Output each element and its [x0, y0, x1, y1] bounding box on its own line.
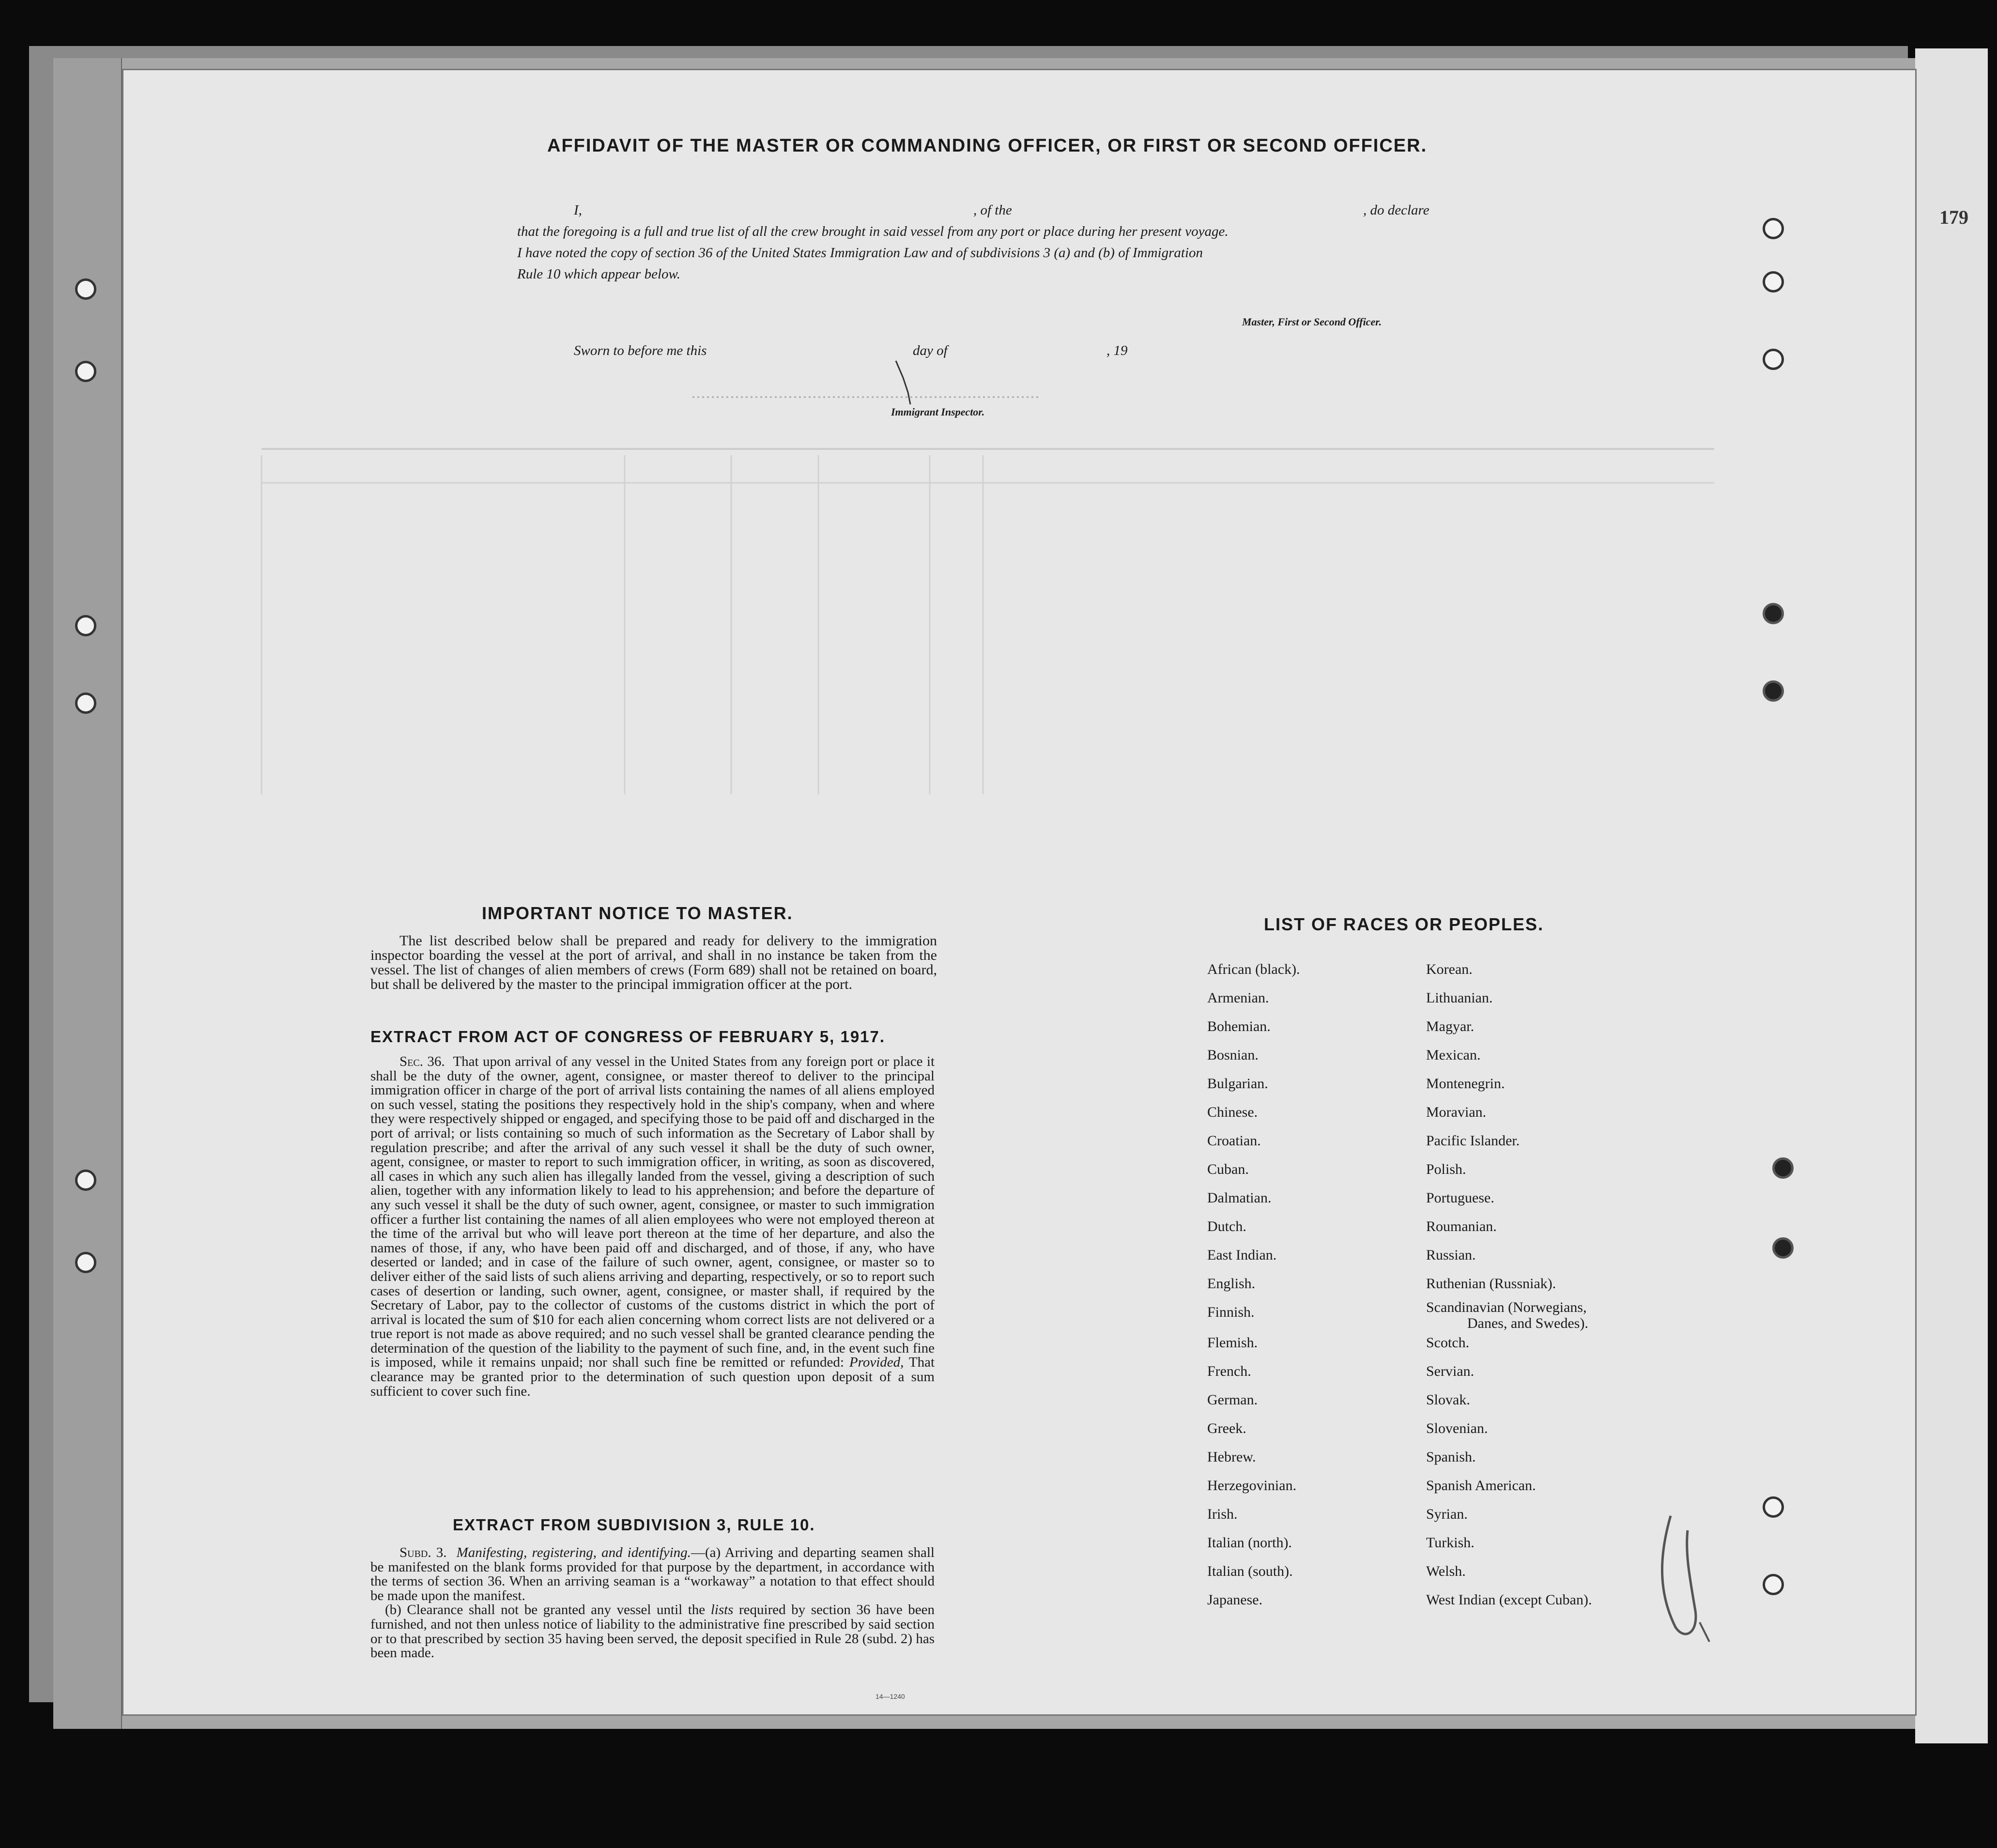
race-item: West Indian (except Cuban).: [1426, 1592, 1592, 1608]
affidavit-i: I,: [574, 202, 582, 218]
race-item: East Indian.: [1207, 1247, 1277, 1263]
race-item: Herzegovinian.: [1207, 1478, 1297, 1494]
handwritten-mark-icon: [1642, 1511, 1738, 1647]
race-item: African (black).: [1207, 961, 1300, 977]
race-item: Servian.: [1426, 1363, 1475, 1379]
year-label: , 19: [1106, 343, 1128, 358]
race-item: Slovak.: [1426, 1392, 1470, 1408]
binding-strip: [53, 58, 122, 1729]
affidavit-title: AFFIDAVIT OF THE MASTER OR COMMANDING OFFICER, OR FIRST OR SECOND OFFICER.: [547, 136, 1428, 156]
affidavit-line-4: Rule 10 which appear below.: [517, 266, 680, 282]
punch-hole-icon: [1772, 1237, 1794, 1259]
race-item: Dutch.: [1207, 1218, 1246, 1234]
race-item: Lithuanian.: [1426, 990, 1493, 1006]
subdivision-label: Subd. 3.: [399, 1545, 447, 1560]
notice-text: The list described below shall be prepared and ready for delivery to the immigration inspector boarding the vessel at the port of arrival, and shall in no instance be taken from the vessel. The list of changes of alien members of crews (Form 689) shall not be retained on board, but shall be delivered by the master to the principal immigration officer at the port.: [370, 933, 937, 992]
manifest-page: [123, 70, 1915, 1714]
race-item: Finnish.: [1207, 1304, 1255, 1320]
race-item: Bosnian.: [1207, 1047, 1259, 1063]
punch-hole-icon: [75, 615, 96, 636]
para-b-marker: (b): [385, 1602, 401, 1618]
race-item: Greek.: [1207, 1420, 1246, 1436]
race-item: Mexican.: [1426, 1047, 1481, 1063]
race-item: Flemish.: [1207, 1335, 1258, 1351]
section-36-text: That upon arrival of any vessel in the United States from any foreign port or place it shall be the duty of the owner, agent, consignee, or master thereof to deliver to the principal immigration officer in charge of the port of arrival lists containing the names of all aliens employed on such vessel, stating the positions they respectively hold in the ship's company, when and where they were respectively shipped or engaged, and specifying those to be paid off and discharged in the port of arrival; or lists containing so much of such information as the Secretary of Labor shall by regulation prescribe; and after the arrival of any such vessel it shall be the duty of such owner, agent, consignee, or master to report to such immigration officer, in writing, as soon as discovered, all cases in which any such alien has illegally landed from the vessel, giving a description of such alien, together with any information likely to lead to his apprehension; and before the departure of any such vessel it shall be the duty of such owner, agent, consignee, or master to such immigration officer a further list containing the names of all alien employees who were not employed thereon at the time of the arrival but who will leave port thereon at the time of her departure, and also the names of those, if any, who have been paid off and discharged, and of those, if any, who have deserted or landed; and in case of the failure of such owner, agent, consignee, or master so to deliver either of the said lists of such aliens arriving and departing, respectively, or so to report such cases of desertion or landing, such owner, agent, consignee, or master shall, if required by the Secretary of Labor, pay to the collector of customs of the customs district in which the port of arrival is located the sum of $10 for each alien concerning whom correct lists are not delivered or a true report is not made as above required; and no such vessel shall be granted clearance pending the determination of the question of the liability to the payment of such fine, and, in the event such fine is imposed, while it remains unpaid; nor shall such fine be remitted or refunded:: [370, 1054, 935, 1371]
race-item: Pacific Islander.: [1426, 1133, 1520, 1149]
race-item: Ruthenian (Russniak).: [1426, 1276, 1556, 1292]
race-item: Moravian.: [1426, 1104, 1487, 1120]
race-item: Chinese.: [1207, 1104, 1258, 1120]
race-item: French.: [1207, 1363, 1251, 1379]
para-b-lists: lists: [710, 1602, 734, 1618]
affidavit-line-2: that the foregoing is a full and true list of all the crew brought in said vessel from any port or place during her present voyage.: [517, 224, 1229, 239]
punch-hole-icon: [1763, 603, 1784, 624]
day-of-label: day of: [913, 343, 948, 358]
race-item: Spanish American.: [1426, 1478, 1536, 1494]
race-item: Dalmatian.: [1207, 1190, 1272, 1206]
inspector-label: Immigrant Inspector.: [891, 406, 985, 418]
race-item: Spanish.: [1426, 1449, 1476, 1465]
race-item: Irish.: [1207, 1506, 1238, 1522]
ghost-line: [261, 448, 1714, 450]
rule-extract-title: EXTRACT FROM SUBDIVISION 3, RULE 10.: [453, 1516, 815, 1534]
punch-hole-icon: [1772, 1157, 1794, 1179]
punch-hole-icon: [1763, 218, 1784, 239]
race-item: Magyar.: [1426, 1018, 1475, 1034]
race-item: Bohemian.: [1207, 1018, 1271, 1034]
subdivision-heading: Manifesting, registering, and identifying.: [456, 1545, 691, 1560]
races-title: LIST OF RACES OR PEOPLES.: [1264, 914, 1544, 934]
master-signature-label: Master, First or Second Officer.: [1242, 316, 1382, 328]
provided-word: Provided,: [849, 1355, 904, 1371]
page-number: 179: [1939, 206, 1968, 228]
race-item: Scandinavian (Norwegians,: [1426, 1299, 1587, 1315]
race-item: Italian (south).: [1207, 1563, 1293, 1579]
punch-hole-icon: [1763, 1496, 1784, 1518]
para-b-text-2: required by section 36 have been furnished, and not then unless notice of liability to the administrative fine prescribed by said section or to that prescribed by section 35 having been served, the deposit specified in Rule 28 (subd. 2) has been made.: [370, 1602, 935, 1661]
race-item: Roumanian.: [1426, 1218, 1497, 1234]
race-item: English.: [1207, 1276, 1256, 1292]
punch-hole-icon: [1763, 1574, 1784, 1595]
race-item: Turkish.: [1426, 1535, 1475, 1551]
race-item: Bulgarian.: [1207, 1076, 1268, 1092]
punch-hole-icon: [1763, 271, 1784, 293]
race-item: Syrian.: [1426, 1506, 1468, 1522]
race-item: Armenian.: [1207, 990, 1269, 1006]
para-a-marker: —(a): [691, 1545, 721, 1560]
affidavit-of-the: , of the: [973, 202, 1012, 218]
ghost-column-lines: [257, 455, 1419, 804]
race-item: Korean.: [1426, 961, 1473, 977]
para-b-text-1: Clearance shall not be granted any vessel until the: [407, 1602, 706, 1618]
adjacent-page-edge: [1915, 48, 1988, 1743]
race-item: Polish.: [1426, 1161, 1466, 1177]
race-item: Russian.: [1426, 1247, 1476, 1263]
race-item: German.: [1207, 1392, 1258, 1408]
sworn-label: Sworn to before me this: [574, 343, 707, 358]
race-item-continuation: Danes, and Swedes).: [1467, 1315, 1588, 1331]
race-item: Italian (north).: [1207, 1535, 1292, 1551]
act-extract-title: EXTRACT FROM ACT OF CONGRESS OF FEBRUARY 5, 1917.: [370, 1028, 886, 1046]
race-item: Portuguese.: [1426, 1190, 1494, 1206]
notice-title: IMPORTANT NOTICE TO MASTER.: [482, 903, 793, 923]
inspector-signature-mark: [688, 358, 1046, 412]
punch-hole-icon: [75, 1252, 96, 1273]
form-code: 14—1240: [876, 1693, 905, 1700]
affidavit-do-declare: , do declare: [1363, 202, 1429, 218]
section-label: Sec. 36.: [399, 1054, 445, 1069]
notice-body: [370, 934, 937, 992]
race-item: Hebrew.: [1207, 1449, 1256, 1465]
race-item: Montenegrin.: [1426, 1076, 1505, 1092]
punch-hole-icon: [1763, 349, 1784, 370]
race-item: Slovenian.: [1426, 1420, 1488, 1436]
punch-hole-icon: [75, 361, 96, 382]
race-item: Cuban.: [1207, 1161, 1249, 1177]
race-item: Japanese.: [1207, 1592, 1263, 1608]
punch-hole-icon: [75, 1170, 96, 1191]
punch-hole-icon: [75, 693, 96, 714]
section-36-end: That clearance may be granted prior to the determination of such question upon deposit of a sum sufficient to cover such fine.: [370, 1355, 935, 1399]
punch-hole-icon: [1763, 680, 1784, 702]
race-item: Welsh.: [1426, 1563, 1466, 1579]
rule-extract-body: [370, 1546, 935, 1661]
affidavit-line-3: I have noted the copy of section 36 of the United States Immigration Law and of subdivisions 3 (a) and (b) of Immigration: [517, 245, 1203, 261]
race-item: Croatian.: [1207, 1133, 1261, 1149]
punch-hole-icon: [75, 278, 96, 300]
act-extract-body: [370, 1055, 935, 1399]
race-item: Scotch.: [1426, 1335, 1470, 1351]
para-a-text: Arriving and departing seamen shall be manifested on the blank forms provided for that purpose by the department, in accordance with the terms of section 36. When an arriving seaman is a “workaway” a notation to that effect should be made upon the manifest.: [370, 1545, 935, 1603]
